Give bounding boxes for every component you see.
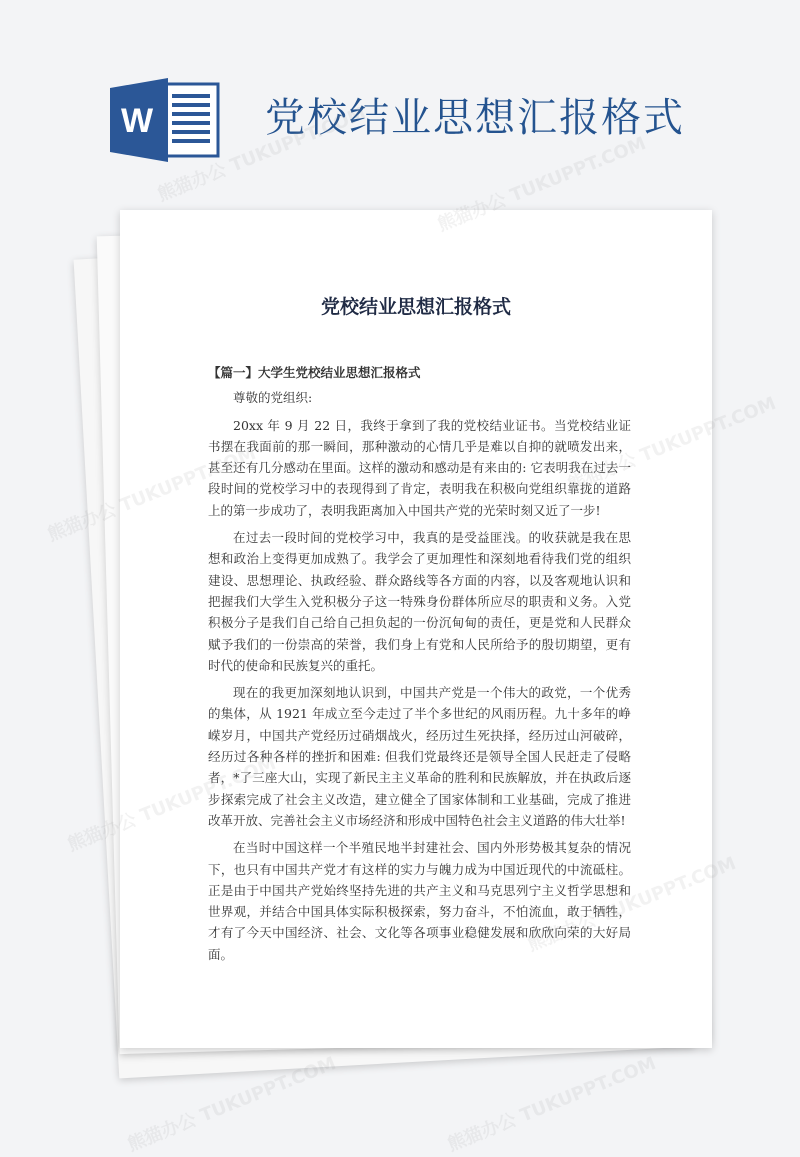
watermark-text: 熊猫办公 TUKUPPT.COM bbox=[124, 1052, 339, 1156]
watermark-text: 熊猫办公 TUKUPPT.COM bbox=[154, 102, 369, 206]
watermark-text: 熊猫办公 bbox=[44, 499, 120, 546]
paragraph-3: 现在的我更加深刻地认识到，中国共产党是一个伟大的政党，一个优秀的集体，从 1921 年成立至今走过了半个多世纪的风雨历程。九十多年的峥嵘岁月，中国共产党经历过硝烟战火，经历过生死抉择，经历过山河破碎，经历过各种各样的挫折和困难: 但我们党最终还是领导全国人民赶走了侵略者，*了三座大山，实现了新民主主义革命的胜利和民族解放，并在执政后逐步探索完成了社会主义改造，建立健全了国家体制和工业基础，完成了推进改革开放、完善社会主义市场经济和形成中国特色社会主义道路的伟大壮举! bbox=[208, 685, 631, 828]
svg-text:W: W bbox=[120, 102, 154, 140]
watermark-text: 熊猫办公 TUKUPPT.COM bbox=[434, 132, 649, 236]
section-heading: 【篇一】大学生党校结业思想汇报格式 bbox=[208, 365, 421, 380]
watermark-text: 熊猫办公 TUKUPPT.COM bbox=[444, 1052, 659, 1156]
paragraph-4: 在当时中国这样一个半殖民地半封建社会、国内外形势极其复杂的情况下，也只有中国共产党才有这样的实力与魄力成为中国近现代的中流砥柱。正是由于中国共产党始终坚持先进的共产主义和马克思列宁主义哲学思想和世界观，并结合中国具体实际积极探索，努力奋斗，不怕流血，敢于牺牲，才有了今天中国经济、社会、文化等各项事业稳健发展和欣欣向荣的大好局面。 bbox=[208, 840, 631, 962]
paragraph-2: 在过去一段时间的党校学习中，我真的是受益匪浅。的收获就是我在思想和政治上变得更加成熟了。我学会了更加理性和深刻地看待我们党的组织建设、思想理论、执政经验、群众路线等各方面的内容，以及客观地认识和把握我们大学生入党积极分子这一特殊身份群体所应尽的职责和义务。入党积极分子是我们自己给自己担负起的一份沉甸甸的责任，更是党和人民群众赋予我们的一份崇高的荣誉，我们身上有党和人民所给予的殷切期望，更有时代的使命和民族复兴的重托。 bbox=[208, 530, 631, 673]
document-body bbox=[208, 362, 631, 971]
document-title: 党校结业思想汇报格式 bbox=[320, 296, 511, 318]
paragraph-1: 20xx 年 9 月 22 日，我终于拿到了我的党校结业证书。当党校结业证书摆在我面前的那一瞬间，那种激动的心情几乎是难以自抑的就喷发出来，甚至还有几分感动在里面。这样的激动和感动是有来由的: 它表明我在过去一段时间的党校学习中的表现得到了肯定，表明我在积极向党组织靠拢的道路上的第一步成功了，表明我距离加入中国共产党的光荣时刻又近了一步! bbox=[208, 417, 631, 518]
watermark-text: 熊猫办公 bbox=[64, 809, 140, 856]
header-title: 党校结业思想汇报格式 bbox=[265, 95, 685, 141]
salutation: 尊敬的党组织: bbox=[233, 390, 313, 406]
